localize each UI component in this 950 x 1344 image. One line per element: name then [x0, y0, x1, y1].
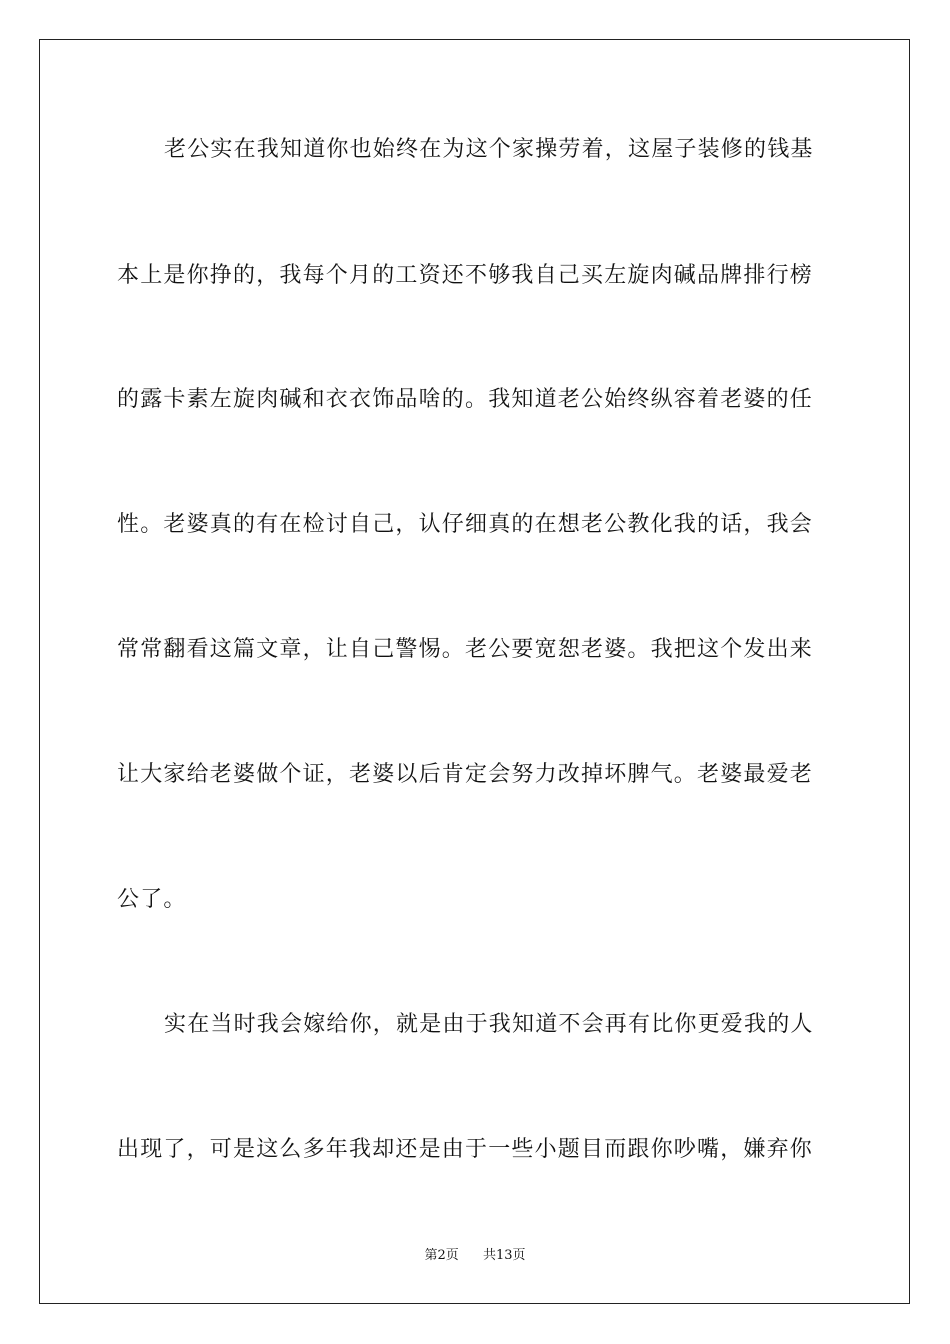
paragraph-2-line-2: 出现了，可是这么多年我却还是由于一些小题目而跟你吵嘴，嫌弃你	[117, 1137, 814, 1162]
page-footer	[0, 1248, 950, 1264]
page-number: 第2页	[424, 1248, 459, 1263]
paragraph-1-line-6: 让大家给老婆做个证，老婆以后肯定会努力改掉坏脾气。老婆最爱老	[117, 762, 814, 787]
paragraph-1-line-1: 老公实在我知道你也始终在为这个家操劳着，这屋子装修的钱基	[164, 137, 814, 162]
page-total: 共13页	[483, 1248, 526, 1263]
paragraph-1-line-4: 性。老婆真的有在检讨自己，认仔细真的在想老公教化我的话，我会	[117, 512, 814, 537]
paragraph-2-line-1: 实在当时我会嫁给你，就是由于我知道不会再有比你更爱我的人	[164, 1012, 814, 1037]
paragraph-1-line-7: 公了。	[117, 887, 187, 912]
paragraph-1-line-5: 常常翻看这篇文章，让自己警惕。老公要宽恕老婆。我把这个发出来	[117, 637, 814, 662]
page-border	[39, 39, 910, 1304]
paragraph-1-line-2: 本上是你挣的，我每个月的工资还不够我自己买左旋肉碱品牌排行榜	[117, 263, 814, 288]
paragraph-1-line-3: 的露卡素左旋肉碱和衣衣饰品啥的。我知道老公始终纵容着老婆的任	[117, 387, 814, 412]
